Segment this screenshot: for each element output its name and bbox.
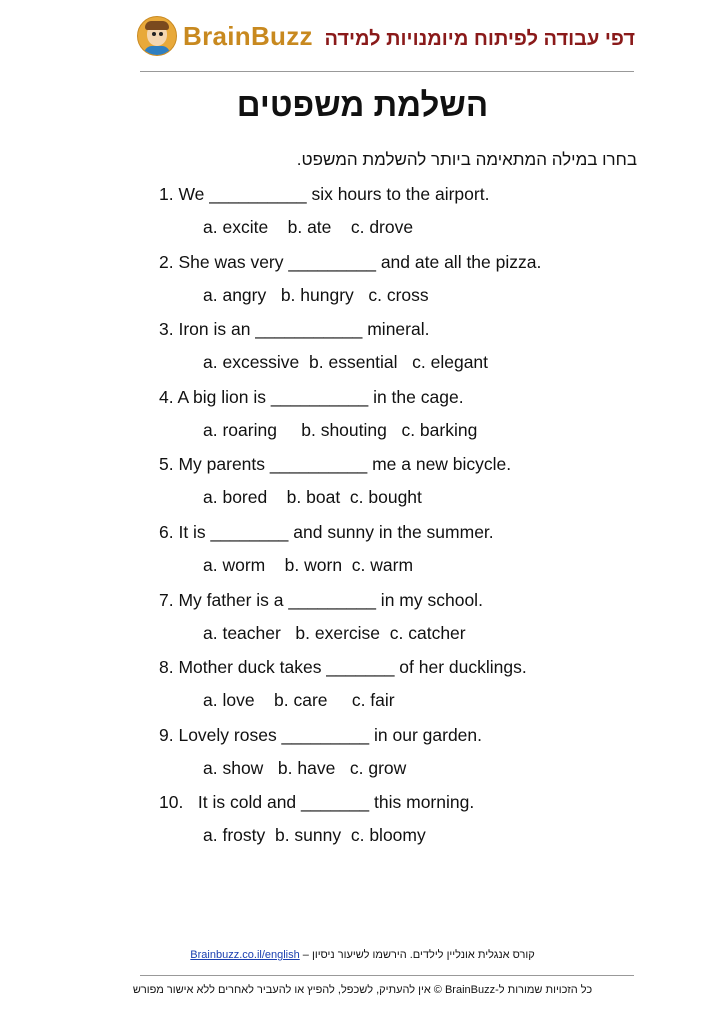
worksheet-title: השלמת משפטים <box>236 86 489 123</box>
question-options: a. excite b. ate c. drove <box>203 217 414 237</box>
question-item <box>159 520 639 588</box>
question-options: a. bored b. boat c. bought <box>203 487 422 508</box>
question-text: 3. Iron is an ___________ mineral. <box>159 319 430 340</box>
question-text: 10. It is cold and _______ this morning. <box>159 792 475 813</box>
question-text: 5. My parents __________ me a new bicycle. <box>159 454 512 475</box>
question-item <box>159 790 639 858</box>
question-options: a. love b. care c. fair <box>203 690 395 711</box>
question-options: a. angry b. hungry c. cross <box>203 284 429 305</box>
footer-divider <box>140 975 634 976</box>
footer-course-line <box>0 949 725 961</box>
footer-course-text: – קורס אנגלית אונליין לילדים. הירשמו לשיעור ניסיון <box>299 949 535 961</box>
question-item <box>159 317 639 385</box>
question-item <box>159 723 639 791</box>
question-item <box>159 385 639 453</box>
question-options: a. worm b. worn c. warm <box>203 554 414 575</box>
footer-copyright: כל הזכויות שמורות ל-BrainBuzz © אין להעתיק, לשכפל, להפיץ או להעביר לאחרים ללא אישור מפורש <box>132 984 593 996</box>
question-options: a. show b. have c. grow <box>203 757 407 778</box>
question-list <box>159 182 639 858</box>
question-item <box>159 452 639 520</box>
question-options: a. teacher b. exercise c. catcher <box>203 622 466 643</box>
footer-link[interactable]: Brainbuzz.co.il/english <box>190 949 300 961</box>
question-text: 7. My father is a _________ in my school. <box>159 589 483 610</box>
worksheet-instruction: בחרו במילה המתאימה ביותר להשלמת המשפט. <box>296 150 637 169</box>
question-item <box>159 655 639 723</box>
question-options: a. frosty b. sunny c. bloomy <box>203 825 426 846</box>
question-options: a. excessive b. essential c. elegant <box>203 352 489 373</box>
question-item <box>159 250 639 318</box>
question-text: 2. She was very _________ and ate all the pizza. <box>159 251 542 272</box>
question-options: a. roaring b. shouting c. barking <box>203 419 478 440</box>
header-divider <box>140 71 634 72</box>
question-text: 4. A big lion is __________ in the cage. <box>159 386 464 407</box>
brainbuzz-logo <box>137 16 313 56</box>
logo-text: BrainBuzz <box>183 20 313 51</box>
header-title: דפי עבודה לפיתוח מיומנויות למידה <box>324 28 635 50</box>
question-item <box>159 182 639 250</box>
question-text: 6. It is ________ and sunny in the summer. <box>159 521 494 542</box>
question-text: 9. Lovely roses _________ in our garden. <box>159 724 483 745</box>
question-text: 1. We __________ six hours to the airport. <box>159 184 490 204</box>
question-item <box>159 588 639 656</box>
question-text: 8. Mother duck takes _______ of her ducklings. <box>159 657 527 678</box>
mascot-icon <box>137 16 177 56</box>
page-header <box>0 0 725 72</box>
